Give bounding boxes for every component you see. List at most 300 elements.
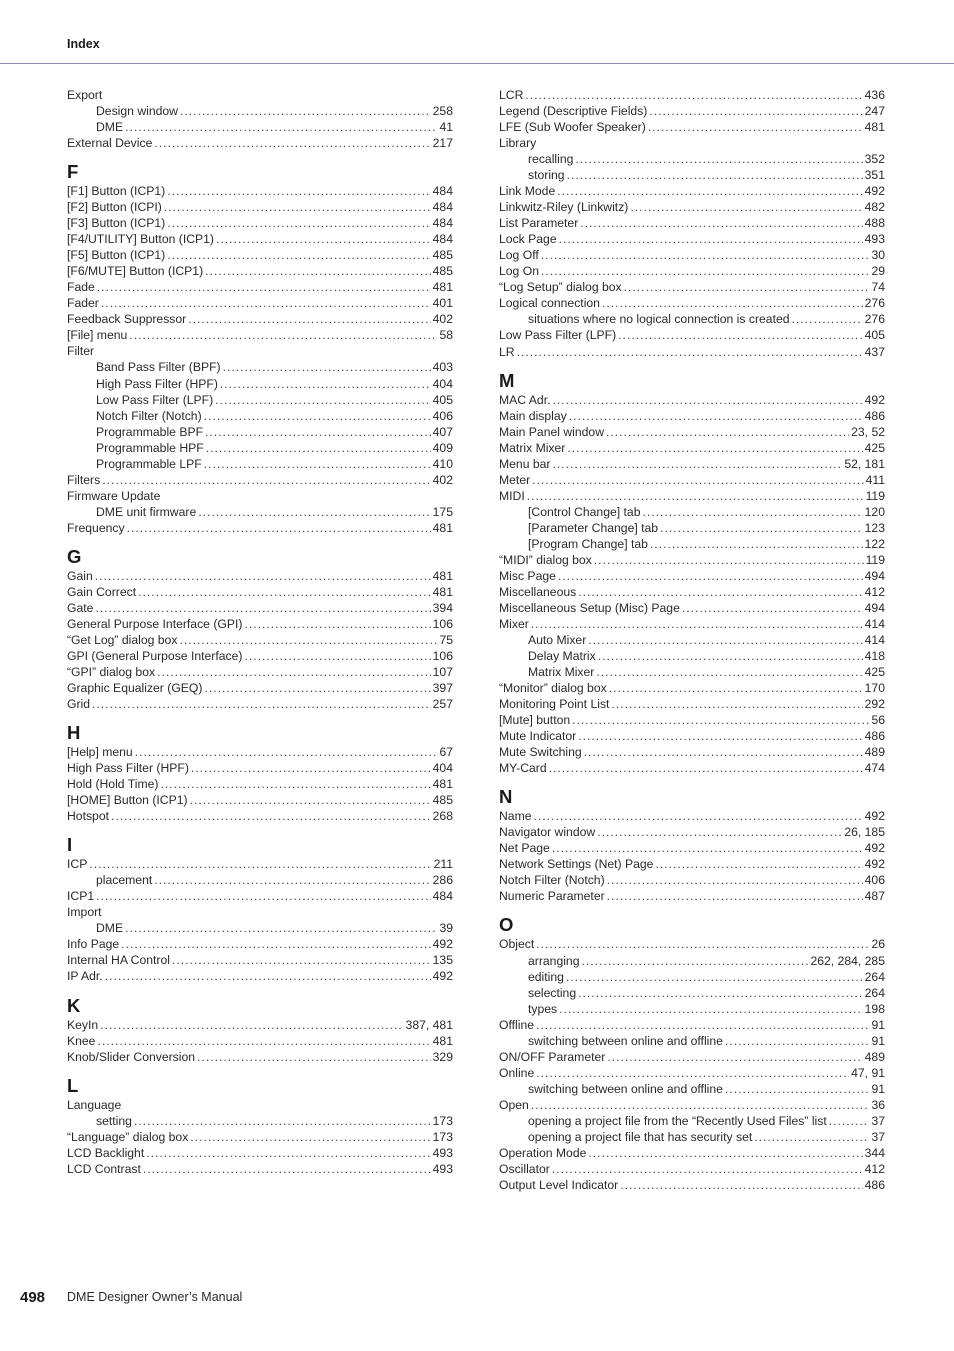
dot-leader — [96, 888, 431, 904]
dot-leader — [160, 776, 430, 792]
entry-term: [F6/MUTE] Button (ICP1) — [67, 264, 204, 279]
index-entry — [67, 135, 453, 151]
entry-page-reference: 494 — [864, 600, 885, 615]
index-entry — [499, 472, 885, 488]
index-group — [499, 87, 885, 360]
index-entry — [499, 263, 885, 279]
entry-page-reference: 492 — [432, 937, 453, 952]
entry-term: Design window — [96, 104, 178, 119]
dot-leader — [190, 1129, 430, 1145]
index-entry — [499, 840, 885, 856]
dot-leader — [596, 664, 862, 680]
entry-page-reference: 404 — [432, 761, 453, 776]
dot-leader — [517, 344, 863, 360]
entry-page-reference: 402 — [432, 312, 453, 327]
dot-leader — [567, 440, 862, 456]
index-entry — [67, 888, 453, 904]
dot-leader — [648, 119, 863, 135]
dot-leader — [553, 456, 843, 472]
dot-leader — [164, 199, 431, 215]
index-entry — [499, 392, 885, 408]
index-subentry — [499, 520, 885, 536]
entry-page-reference: 481 — [432, 280, 453, 295]
index-entry — [499, 760, 885, 776]
entry-term: Log On — [499, 264, 539, 279]
index-entry — [499, 295, 885, 311]
entry-term: Name — [499, 809, 532, 824]
entry-page-reference: 135 — [432, 953, 453, 968]
entry-term: [HOME] Button (ICP1) — [67, 793, 188, 808]
index-entry — [499, 616, 885, 632]
index-entry — [499, 215, 885, 231]
entry-term: Monitoring Point List — [499, 697, 610, 712]
entry-page-reference: 264 — [864, 969, 885, 984]
entry-term: Link Mode — [499, 184, 556, 199]
index-entry — [67, 632, 453, 648]
entry-term: Network Settings (Net) Page — [499, 857, 654, 872]
dot-leader — [660, 520, 863, 536]
index-subentry — [499, 1033, 885, 1049]
entry-term: recalling — [528, 152, 574, 167]
entry-page-reference: 404 — [432, 376, 453, 391]
index-group — [67, 995, 453, 1065]
entry-term: Gain — [67, 568, 93, 583]
index-entry — [499, 103, 885, 119]
entry-term: High Pass Filter (HPF) — [96, 376, 218, 391]
entry-term: Oscillator — [499, 1161, 550, 1176]
entry-page-reference: 418 — [864, 649, 885, 664]
dot-leader — [216, 231, 431, 247]
entry-page-reference: 486 — [864, 729, 885, 744]
entry-term: Feedback Suppressor — [67, 312, 187, 327]
dot-leader — [754, 1129, 869, 1145]
index-entry — [499, 1161, 885, 1177]
index-subentry — [67, 1113, 453, 1129]
entry-term: Menu bar — [499, 456, 551, 471]
index-entry — [499, 344, 885, 360]
entry-term: Numeric Parameter — [499, 889, 605, 904]
dot-leader — [594, 552, 864, 568]
entry-page-reference: 492 — [864, 809, 885, 824]
index-subentry — [499, 1129, 885, 1145]
entry-page-reference: 492 — [864, 392, 885, 407]
index-entry — [67, 776, 453, 792]
entry-term: setting — [96, 1113, 132, 1128]
entry-term: Hold (Hold Time) — [67, 777, 159, 792]
index-group — [499, 914, 885, 1193]
dot-leader — [552, 392, 862, 408]
entry-page-reference: 91 — [871, 1081, 885, 1096]
entry-page-reference: 23, 52 — [851, 424, 885, 439]
entry-term: IP Adr. — [67, 969, 103, 984]
dot-leader — [620, 1177, 862, 1193]
index-entry — [499, 696, 885, 712]
dot-leader — [220, 376, 431, 392]
index-subentry — [499, 953, 885, 969]
dot-leader — [146, 1145, 430, 1161]
index-subentry — [67, 920, 453, 936]
dot-leader — [536, 936, 869, 952]
index-entry — [499, 279, 885, 295]
entry-term: ICP — [67, 857, 88, 872]
dot-leader — [89, 856, 431, 872]
entry-term: General Purpose Interface (GPI) — [67, 616, 243, 631]
entry-page-reference: 258 — [432, 104, 453, 119]
entry-term: Misc Page — [499, 568, 556, 583]
dot-leader — [95, 568, 431, 584]
entry-page-reference: 406 — [432, 408, 453, 423]
dot-leader — [566, 969, 863, 985]
dot-leader — [607, 888, 863, 904]
entry-term: Programmable LPF — [96, 456, 202, 471]
index-entry — [67, 936, 453, 952]
dot-leader — [525, 87, 862, 103]
dot-leader — [578, 985, 863, 1001]
index-group — [67, 161, 453, 536]
entry-term: Matrix Mixer — [528, 665, 595, 680]
index-entry — [499, 135, 885, 151]
index-entry — [67, 1017, 453, 1033]
index-entry — [499, 488, 885, 504]
entry-term: Legend (Descriptive Fields) — [499, 104, 648, 119]
index-entry — [67, 568, 453, 584]
index-column-left — [67, 87, 453, 1177]
index-entry — [499, 1065, 885, 1081]
entry-page-reference: 41 — [439, 120, 453, 135]
index-subentry — [499, 1081, 885, 1097]
index-entry — [499, 87, 885, 103]
dot-leader — [102, 472, 430, 488]
entry-page-reference: 91 — [871, 1017, 885, 1032]
dot-leader — [642, 504, 862, 520]
entry-term: [F3] Button (ICP1) — [67, 216, 166, 231]
entry-page-reference: 26 — [871, 937, 885, 952]
entry-page-reference: 409 — [432, 440, 453, 455]
index-entry — [67, 1145, 453, 1161]
index-entry — [67, 760, 453, 776]
dot-leader — [205, 263, 431, 279]
index-entry — [67, 183, 453, 199]
index-entry — [499, 327, 885, 343]
entry-term: Low Pass Filter (LPF) — [96, 392, 214, 407]
entry-term: Logical connection — [499, 296, 600, 311]
entry-term: MAC Adr. — [499, 392, 551, 407]
running-header: Index — [67, 37, 100, 51]
entry-page-reference: 401 — [432, 296, 453, 311]
index-entry — [67, 744, 453, 760]
entry-term: ON/OFF Parameter — [499, 1049, 606, 1064]
entry-term: List Parameter — [499, 216, 579, 231]
entry-page-reference: 493 — [432, 1161, 453, 1176]
entry-term: [File] menu — [67, 328, 128, 343]
entry-term: Net Page — [499, 841, 550, 856]
dot-leader — [531, 1097, 870, 1113]
dot-leader — [188, 311, 430, 327]
dot-leader — [179, 632, 437, 648]
entry-page-reference: 492 — [864, 184, 885, 199]
dot-leader — [557, 183, 862, 199]
dot-leader — [198, 504, 430, 520]
index-entry — [499, 600, 885, 616]
entry-page-reference: 486 — [864, 408, 885, 423]
entry-term: LR — [499, 344, 515, 359]
dot-leader — [197, 1049, 431, 1065]
dot-leader — [569, 408, 863, 424]
dot-leader — [205, 424, 431, 440]
entry-term: [F4/UTILITY] Button (ICP1) — [67, 232, 214, 247]
entry-term: Notch Filter (Notch) — [499, 873, 605, 888]
index-entry — [499, 1017, 885, 1033]
dot-leader — [572, 712, 869, 728]
dot-leader — [111, 808, 431, 824]
dot-leader — [532, 472, 863, 488]
entry-page-reference: 484 — [432, 200, 453, 215]
index-subentry — [499, 536, 885, 552]
dot-leader — [101, 295, 431, 311]
dot-leader — [127, 520, 431, 536]
entry-page-reference: 412 — [864, 1161, 885, 1176]
index-subentry — [499, 1113, 885, 1129]
entry-page-reference: 36 — [871, 1097, 885, 1112]
dot-leader — [567, 167, 863, 183]
entry-term: Online — [499, 1065, 535, 1080]
index-entry — [67, 1033, 453, 1049]
dot-leader — [606, 424, 849, 440]
entry-page-reference: 492 — [864, 857, 885, 872]
entry-page-reference: 481 — [432, 1033, 453, 1048]
entry-page-reference: 170 — [864, 681, 885, 696]
dot-leader — [541, 263, 869, 279]
entry-term: Knob/Slider Conversion — [67, 1049, 196, 1064]
entry-page-reference: 123 — [864, 520, 885, 535]
entry-page-reference: 351 — [864, 168, 885, 183]
entry-page-reference: 485 — [432, 264, 453, 279]
index-entry — [67, 952, 453, 968]
entry-term: LCD Backlight — [67, 1145, 145, 1160]
entry-term: Gain Correct — [67, 584, 137, 599]
dot-leader — [558, 568, 863, 584]
dot-leader — [157, 664, 431, 680]
index-entry — [67, 680, 453, 696]
index-entry — [499, 568, 885, 584]
entry-term: Language — [67, 1097, 122, 1112]
index-entry — [499, 744, 885, 760]
entry-page-reference: 482 — [864, 200, 885, 215]
index-entry — [499, 1145, 885, 1161]
dot-leader — [223, 359, 431, 375]
entry-term: Fade — [67, 280, 95, 295]
index-entry — [67, 696, 453, 712]
entry-term: Linkwitz-Riley (Linkwitz) — [499, 200, 629, 215]
index-entry — [67, 584, 453, 600]
dot-leader — [792, 311, 863, 327]
dot-leader — [105, 968, 431, 984]
entry-term: [F2] Button (ICPI) — [67, 200, 162, 215]
index-entry — [67, 295, 453, 311]
entry-term: Gate — [67, 600, 94, 615]
dot-leader — [154, 135, 430, 151]
index-entry — [67, 343, 453, 359]
dot-leader — [167, 215, 430, 231]
entry-page-reference: 120 — [864, 504, 885, 519]
index-entry — [499, 408, 885, 424]
entry-term: DME — [96, 120, 124, 135]
index-entry — [67, 1129, 453, 1145]
entry-page-reference: 397 — [432, 681, 453, 696]
index-letter-heading: G — [67, 545, 82, 567]
entry-page-reference: 414 — [864, 616, 885, 631]
entry-page-reference: 257 — [432, 697, 453, 712]
entry-page-reference: 414 — [864, 633, 885, 647]
dot-leader — [624, 279, 870, 295]
entry-page-reference: 474 — [864, 761, 885, 776]
entry-page-reference: 329 — [432, 1049, 453, 1064]
entry-term: Open — [499, 1097, 529, 1112]
index-group — [67, 1075, 453, 1177]
entry-term: Miscellaneous — [499, 584, 577, 599]
entry-page-reference: 91 — [871, 1033, 885, 1048]
dot-leader — [549, 760, 863, 776]
entry-page-reference: 405 — [864, 328, 885, 343]
dot-leader — [649, 103, 862, 119]
dot-leader — [121, 936, 430, 952]
index-entry — [499, 872, 885, 888]
index-entry — [67, 616, 453, 632]
entry-page-reference: 484 — [432, 232, 453, 247]
dot-leader — [135, 744, 438, 760]
entry-term: [Mute] button — [499, 713, 571, 728]
index-entry — [499, 231, 885, 247]
dot-leader — [206, 440, 431, 456]
dot-leader — [618, 327, 862, 343]
index-subentry — [499, 504, 885, 520]
entry-term: LFE (Sub Woofer Speaker) — [499, 120, 646, 135]
entry-term: Grid — [67, 697, 91, 712]
entry-page-reference: 352 — [864, 152, 885, 167]
dot-leader — [682, 600, 863, 616]
entry-page-reference: 484 — [432, 216, 453, 231]
index-entry — [499, 456, 885, 472]
dot-leader — [584, 744, 863, 760]
dot-leader — [588, 632, 862, 648]
dot-leader — [602, 295, 863, 311]
entry-term: Navigator window — [499, 825, 596, 840]
entry-term: arranging — [528, 953, 580, 968]
entry-page-reference: 29 — [871, 264, 885, 279]
dot-leader — [138, 584, 431, 600]
entry-page-reference: 119 — [865, 488, 885, 503]
dot-leader — [527, 488, 864, 504]
entry-page-reference: 264 — [864, 985, 885, 1000]
dot-leader — [552, 840, 863, 856]
dot-leader — [725, 1081, 870, 1097]
entry-term: ICP1 — [67, 889, 95, 904]
entry-page-reference: 58 — [439, 328, 453, 343]
entry-term: Miscellaneous Setup (Misc) Page — [499, 600, 680, 615]
dot-leader — [167, 183, 430, 199]
index-group — [499, 786, 885, 904]
entry-page-reference: 344 — [864, 1145, 885, 1160]
index-subentry — [67, 119, 453, 135]
entry-page-reference: 489 — [864, 1049, 885, 1064]
entry-term: situations where no logical connection is created — [528, 312, 790, 327]
index-entry — [67, 520, 453, 536]
entry-page-reference: 402 — [432, 472, 453, 487]
entry-page-reference: 481 — [432, 520, 453, 535]
entry-page-reference: 481 — [432, 584, 453, 599]
dot-leader — [578, 584, 862, 600]
index-subentry — [67, 424, 453, 440]
index-entry — [67, 279, 453, 295]
entry-page-reference: 487 — [864, 889, 885, 904]
entry-term: opening a project file from the “Recently Used Files” list — [528, 1113, 827, 1128]
dot-leader — [630, 199, 862, 215]
index-entry — [67, 199, 453, 215]
entry-term: [F1] Button (ICP1) — [67, 184, 166, 199]
header-divider — [0, 63, 954, 64]
entry-term: switching between online and offline — [528, 1081, 723, 1096]
index-entry — [499, 584, 885, 600]
index-entry — [67, 904, 453, 920]
entry-term: Graphic Equalizer (GEQ) — [67, 681, 203, 696]
entry-page-reference: 394 — [432, 600, 453, 615]
entry-term: GPI (General Purpose Interface) — [67, 648, 243, 663]
entry-page-reference: 405 — [432, 392, 453, 407]
entry-term: Filters — [67, 472, 101, 487]
index-subentry — [499, 985, 885, 1001]
entry-page-reference: 481 — [432, 777, 453, 792]
entry-page-reference: 175 — [432, 504, 453, 519]
entry-term: Notch Filter (Notch) — [96, 408, 202, 423]
dot-leader — [531, 616, 863, 632]
entry-term: [Control Change] tab — [528, 504, 641, 519]
dot-leader — [598, 648, 863, 664]
dot-leader — [125, 119, 437, 135]
dot-leader — [204, 456, 431, 472]
entry-page-reference: 106 — [432, 616, 453, 631]
entry-term: Internal HA Control — [67, 953, 170, 968]
index-subentry — [499, 151, 885, 167]
entry-term: KeyIn — [67, 1017, 99, 1032]
dot-leader — [143, 1161, 431, 1177]
dot-leader — [97, 279, 431, 295]
entry-page-reference: 486 — [864, 1177, 885, 1192]
entry-page-reference: 425 — [864, 440, 885, 455]
entry-term: Band Pass Filter (BPF) — [96, 360, 221, 375]
dot-leader — [244, 616, 430, 632]
dot-leader — [244, 648, 430, 664]
index-entry — [67, 1097, 453, 1113]
index-entry — [499, 728, 885, 744]
index-subentry — [67, 504, 453, 520]
entry-term: MIDI — [499, 488, 525, 503]
entry-term: LCR — [499, 88, 524, 102]
entry-term: [Parameter Change] tab — [528, 520, 659, 535]
index-subentry — [499, 664, 885, 680]
entry-term: Mute Indicator — [499, 729, 577, 744]
entry-page-reference: 30 — [871, 248, 885, 263]
entry-page-reference: 484 — [432, 184, 453, 199]
index-subentry — [499, 969, 885, 985]
index-entry — [67, 600, 453, 616]
index-entry — [67, 87, 453, 103]
index-entry — [499, 856, 885, 872]
entry-term: Import — [67, 905, 102, 920]
dot-leader — [125, 920, 437, 936]
dot-leader — [154, 872, 430, 888]
entry-page-reference: 494 — [864, 568, 885, 583]
entry-page-reference: 47, 91 — [851, 1065, 885, 1080]
